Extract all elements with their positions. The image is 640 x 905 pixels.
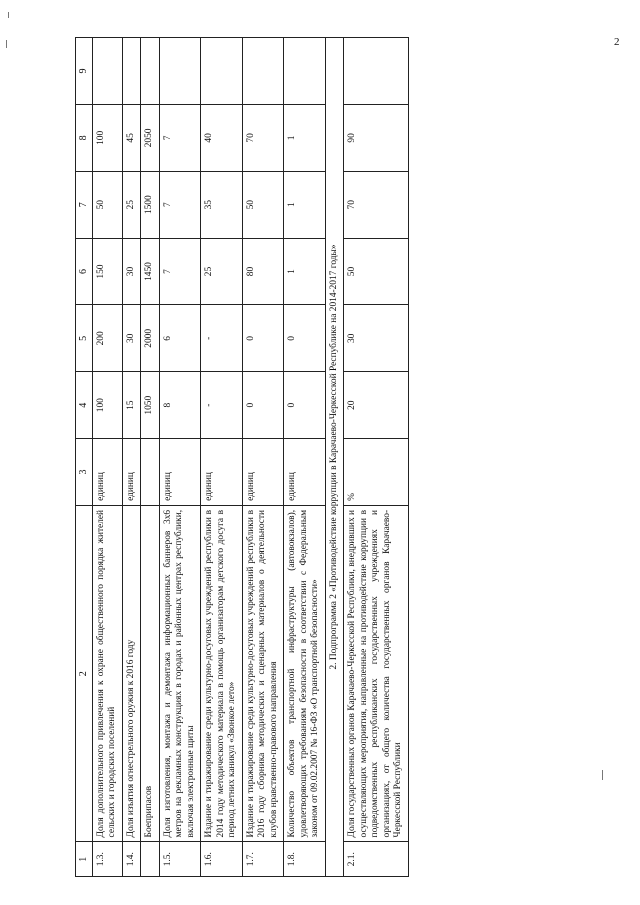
row-description: Доля изготовления, монтажа и демонтажа информационных баннеров 3х6 метров на рекламных конструкциях в городах и районных центрах республики, включая электронные щиты	[159, 505, 201, 842]
value-cell: 1050	[141, 372, 160, 439]
value-cell: 2050	[141, 104, 160, 171]
value-cell: 0	[242, 305, 284, 372]
value-cell: 1	[284, 171, 326, 238]
header-cell: 8	[76, 104, 93, 171]
value-cell: 8	[159, 372, 201, 439]
value-cell: 7	[159, 104, 201, 171]
value-cell	[159, 38, 201, 105]
table-row	[122, 38, 141, 877]
row-number: 1.6.	[201, 842, 243, 877]
row-unit: единиц	[242, 439, 284, 506]
page-number: 2	[614, 36, 620, 48]
value-cell: 30	[122, 305, 141, 372]
header-cell: 9	[76, 38, 93, 105]
scan-mark-left	[6, 40, 7, 48]
value-cell	[122, 38, 141, 105]
row-number: 1.4.	[122, 842, 141, 877]
rows-body	[92, 38, 325, 877]
value-cell: 70	[242, 104, 284, 171]
value-cell: 50	[92, 171, 122, 238]
header-cell: 2	[76, 505, 93, 842]
section-row	[325, 38, 344, 877]
table-row	[344, 38, 409, 877]
value-cell: 0	[284, 305, 326, 372]
scan-mark-top	[8, 12, 9, 18]
value-cell: 1450	[141, 238, 160, 305]
value-cell: -	[201, 372, 243, 439]
row-number	[141, 842, 160, 877]
table-row	[92, 38, 122, 877]
section-title: 2. Подпрограмма 2 «Противодействие коррупции в Карачаево-Черкесской Республике на 2014-2017 годы»	[325, 38, 344, 877]
header-cell: 5	[76, 305, 93, 372]
value-cell: 7	[159, 238, 201, 305]
value-cell: 50	[242, 171, 284, 238]
table-row	[201, 38, 243, 877]
row-unit: единиц	[92, 439, 122, 506]
value-cell: 200	[92, 305, 122, 372]
value-cell: 2000	[141, 305, 160, 372]
table-row	[242, 38, 284, 877]
row-description: Боеприпасов	[141, 505, 160, 842]
value-cell: 50	[344, 238, 409, 305]
value-cell: 15	[122, 372, 141, 439]
indicator-table	[75, 37, 409, 877]
value-cell	[344, 38, 409, 105]
value-cell: 1	[284, 238, 326, 305]
header-row	[76, 38, 93, 877]
value-cell	[201, 38, 243, 105]
value-cell: 6	[159, 305, 201, 372]
value-cell: 70	[344, 171, 409, 238]
value-cell: 0	[242, 372, 284, 439]
value-cell: -	[201, 305, 243, 372]
header-cell: 1	[76, 842, 93, 877]
header-cell: 3	[76, 439, 93, 506]
row-number: 1.7.	[242, 842, 284, 877]
header-cell: 7	[76, 171, 93, 238]
value-cell: 35	[201, 171, 243, 238]
value-cell: 150	[92, 238, 122, 305]
value-cell	[92, 38, 122, 105]
row-description: Доля изъятия огнестрельного оружия к 2016 году	[122, 505, 141, 842]
value-cell: 40	[201, 104, 243, 171]
rotated-page	[75, 37, 615, 877]
value-cell: 1	[284, 104, 326, 171]
value-cell: 100	[92, 372, 122, 439]
row-unit: %	[344, 439, 409, 506]
header-cell: 4	[76, 372, 93, 439]
value-cell	[284, 38, 326, 105]
row-unit: единиц	[122, 439, 141, 506]
value-cell: 0	[284, 372, 326, 439]
value-cell	[242, 38, 284, 105]
table-row	[141, 38, 160, 877]
value-cell: 30	[344, 305, 409, 372]
row-number: 1.5.	[159, 842, 201, 877]
row-unit: единиц	[201, 439, 243, 506]
row-unit: единиц	[284, 439, 326, 506]
table-row	[159, 38, 201, 877]
row-number: 1.3.	[92, 842, 122, 877]
row-number: 1.8.	[284, 842, 326, 877]
value-cell: 90	[344, 104, 409, 171]
value-cell: 20	[344, 372, 409, 439]
header-cell: 6	[76, 238, 93, 305]
value-cell: 30	[122, 238, 141, 305]
row-description: Доля государственных органов Карачаево-Черкесской Республики, внедривших и осуществляющих мероприятия, направленные на противодействие коррупции в подведомственных республиканских государственных учреждениях и организациях, от общего количества государственных органов Карачаево-Черкесской Республики	[344, 505, 409, 842]
row-description: Издание и тиражирование среди культурно-досуговых учреждений республики в 2016 году сборника методических и сценарных материалов о деятельности клубов нравственно-правового направления	[242, 505, 284, 842]
rows-body-2	[344, 38, 409, 877]
value-cell: 80	[242, 238, 284, 305]
row-unit: единиц	[159, 439, 201, 506]
value-cell: 25	[122, 171, 141, 238]
value-cell: 25	[201, 238, 243, 305]
value-cell: 7	[159, 171, 201, 238]
value-cell: 1500	[141, 171, 160, 238]
row-description: Количество объектов транспортной инфраструктуры (автовокзалов), удовлетворяющих требованиям безопасности в соответствии с Федеральным законом от 09.02.2007 № 16-ФЗ «О транспортной безопасности»	[284, 505, 326, 842]
row-unit	[141, 439, 160, 506]
table-row	[284, 38, 326, 877]
value-cell: 100	[92, 104, 122, 171]
row-number: 2.1.	[344, 842, 409, 877]
row-description: Доля дополнительного привлечения к охране общественного порядка жителей сельских и городских поселений	[92, 505, 122, 842]
value-cell: 45	[122, 104, 141, 171]
value-cell	[141, 38, 160, 105]
row-description: Издание и тиражирование среди культурно-досуговых учреждений республики в 2014 году методического материала в помощь организаторам детского досуга в период летних каникул «Звонкое лето»	[201, 505, 243, 842]
